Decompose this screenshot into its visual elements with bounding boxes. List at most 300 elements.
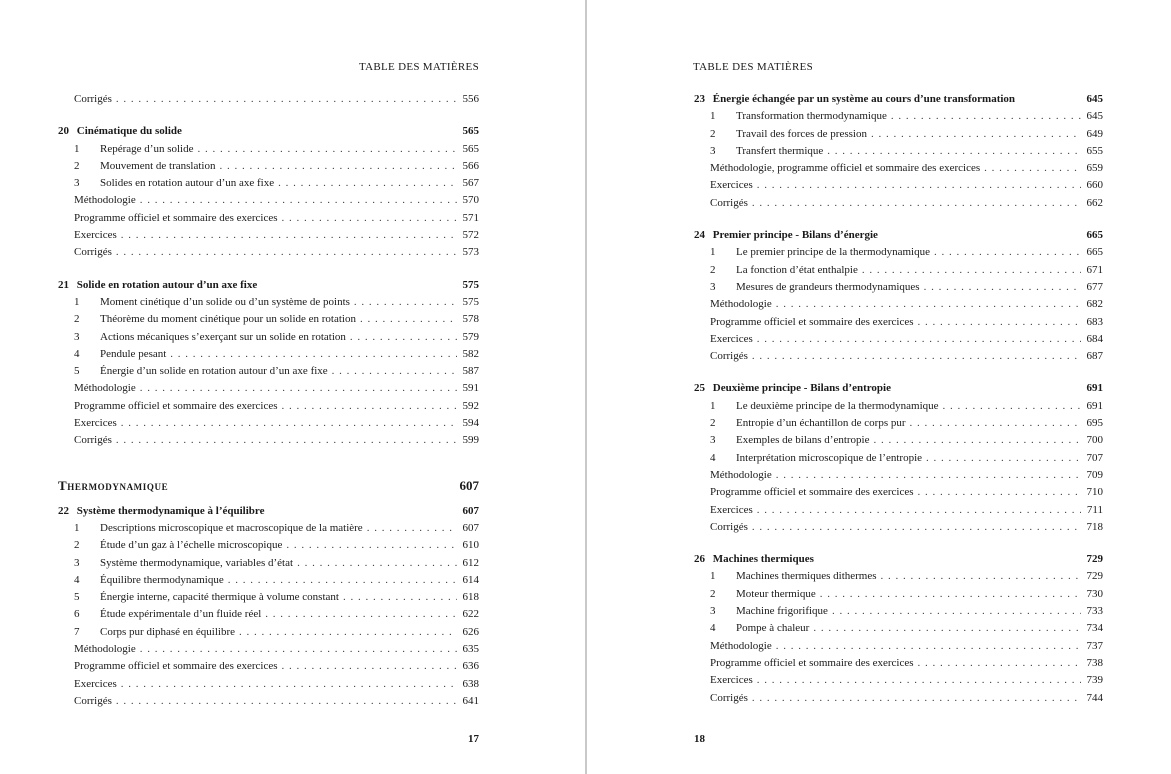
section-title: La fonction d’état enthalpie — [736, 263, 858, 276]
chapter-number: 20 — [58, 125, 69, 138]
chapter-page-number: 665 — [1086, 229, 1103, 242]
entry-page-number: 729 — [1086, 570, 1103, 583]
section-number: 3 — [710, 144, 716, 157]
toc-extra-row[interactable] — [58, 678, 479, 695]
section-number: 2 — [74, 159, 80, 172]
dot-leader — [757, 179, 1081, 191]
entry-page-number: 711 — [1086, 503, 1103, 516]
chapter-page-number: 575 — [462, 278, 479, 291]
entry-page-number: 612 — [462, 556, 479, 569]
chapter-number: 21 — [58, 278, 69, 291]
toc-extra-row[interactable] — [694, 657, 1103, 674]
section-title: Machines thermiques dithermes — [736, 570, 877, 583]
section-title: Moteur thermique — [736, 587, 816, 600]
entry-page-number: 645 — [1086, 110, 1103, 123]
section-number: 1 — [74, 142, 80, 155]
section-title: Pompe à chaleur — [736, 622, 810, 635]
dot-leader — [813, 622, 1081, 634]
dot-leader — [278, 177, 457, 189]
dot-leader — [943, 400, 1081, 412]
entry-label: Méthodologie — [710, 298, 772, 311]
entry-page-number: 662 — [1086, 196, 1103, 209]
section-number: 2 — [710, 587, 716, 600]
dot-leader — [297, 557, 457, 569]
dot-leader — [918, 657, 1081, 669]
dot-leader — [140, 194, 457, 206]
chapter-heading[interactable] — [58, 125, 479, 142]
toc-section-row[interactable] — [694, 264, 1103, 281]
dot-leader — [757, 674, 1081, 686]
dot-leader — [116, 434, 457, 446]
entry-label: Corrigés — [710, 196, 748, 209]
toc-section-row[interactable] — [58, 143, 479, 160]
dot-leader — [918, 486, 1081, 498]
toc-section-row[interactable] — [694, 281, 1103, 298]
dot-leader — [757, 504, 1081, 516]
entry-label: Exercices — [74, 417, 117, 430]
section-number: 2 — [710, 263, 716, 276]
toc-section-row[interactable] — [58, 331, 479, 348]
dot-leader — [116, 93, 457, 105]
entry-page-number: 739 — [1086, 674, 1103, 687]
toc-extra-row[interactable] — [58, 246, 479, 263]
entry-label: Programme officiel et sommaire des exercices — [710, 486, 914, 499]
entry-page-number: 587 — [462, 365, 479, 378]
entry-page-number: 710 — [1086, 486, 1103, 499]
dot-leader — [343, 591, 457, 603]
entry-label: Exercices — [74, 229, 117, 242]
entry-page-number: 579 — [462, 330, 479, 343]
page-number: 17 — [468, 733, 479, 745]
dot-leader — [918, 316, 1081, 328]
toc-extra-row[interactable] — [58, 434, 479, 451]
dot-leader — [354, 296, 457, 308]
section-number: 3 — [710, 605, 716, 618]
section-title: Machine frigorifique — [736, 605, 828, 618]
entry-page-number: 691 — [1086, 399, 1103, 412]
chapter-heading-left — [694, 229, 878, 241]
chapter-number: 23 — [694, 93, 705, 105]
toc-extra-row[interactable] — [58, 660, 479, 677]
entry-label: Programme officiel et sommaire des exercices — [74, 211, 278, 224]
entry-label: Méthodologie, programme officiel et sommaire des exercices — [710, 162, 981, 175]
entry-label: Corrigés — [710, 691, 748, 704]
toc-section-row[interactable] — [694, 246, 1103, 263]
entry-page-number: 733 — [1086, 605, 1103, 618]
toc-extra-row[interactable] — [58, 229, 479, 246]
toc-section-row[interactable] — [58, 591, 479, 608]
section-number: 5 — [74, 591, 80, 604]
dot-leader — [116, 695, 457, 707]
entry-label: Exercices — [74, 677, 117, 690]
left-page — [0, 0, 585, 774]
entry-page-number: 730 — [1086, 587, 1103, 600]
section-title: Solides en rotation autour d’un axe fixe — [100, 177, 275, 190]
toc-extra-row[interactable] — [58, 400, 479, 417]
entry-page-number: 659 — [1086, 162, 1103, 175]
page-number: 18 — [694, 733, 705, 745]
entry-page-number: 649 — [1086, 127, 1103, 140]
entry-page-number: 565 — [462, 142, 479, 155]
dot-leader — [121, 229, 457, 241]
chapter-heading[interactable] — [58, 505, 479, 522]
section-number: 1 — [710, 399, 716, 412]
entry-label: Méthodologie — [710, 468, 772, 481]
entry-page-number: 599 — [462, 434, 479, 447]
dot-leader — [874, 434, 1082, 446]
section-number: 4 — [710, 451, 716, 464]
chapter-title: Cinématique du solide — [76, 125, 182, 138]
running-head: TABLE DES MATIÈRES — [358, 61, 479, 73]
entry-page-number: 573 — [462, 246, 479, 259]
section-title: Actions mécaniques s’exerçant sur un solide en rotation — [100, 330, 346, 343]
section-number: 2 — [710, 127, 716, 140]
entry-page-number: 618 — [462, 591, 479, 604]
entry-label: Corrigés — [74, 93, 112, 105]
section-title: Énergie interne, capacité thermique à volume constant — [100, 591, 339, 604]
section-title: Étude d’un gaz à l’échelle microscopique — [100, 539, 283, 552]
toc-section-row[interactable] — [694, 434, 1103, 451]
section-number: 3 — [74, 556, 80, 569]
entry-label: Méthodologie — [74, 643, 136, 656]
chapter-number: 25 — [694, 382, 705, 395]
section-number: 3 — [710, 434, 716, 447]
section-number: 3 — [74, 330, 80, 343]
entry-label: Exercices — [710, 179, 753, 192]
chapter-heading[interactable] — [694, 553, 1103, 570]
toc-section-row[interactable] — [694, 452, 1103, 469]
toc-extra-row[interactable] — [694, 350, 1103, 367]
entry-label: Méthodologie — [74, 194, 136, 207]
dot-leader — [757, 333, 1081, 345]
toc-section-row[interactable] — [694, 417, 1103, 434]
toc-section-row[interactable] — [58, 608, 479, 625]
entry-page-number: 718 — [1086, 520, 1103, 533]
chapter-heading-left — [58, 125, 182, 137]
section-number: 1 — [74, 521, 80, 534]
toc-extra-row[interactable] — [694, 316, 1103, 333]
chapter-heading-left — [694, 553, 814, 565]
entry-page-number: 737 — [1086, 639, 1103, 652]
section-number: 1 — [710, 110, 716, 123]
entry-page-number: 677 — [1086, 280, 1103, 293]
part-heading[interactable] — [58, 478, 479, 498]
entry-label: Exercices — [710, 503, 753, 516]
toc-section-row[interactable] — [58, 160, 479, 177]
dot-leader — [282, 212, 457, 224]
section-number: 4 — [74, 347, 80, 360]
section-number: 2 — [74, 539, 80, 552]
dot-leader — [752, 521, 1081, 533]
dot-leader — [820, 588, 1081, 600]
entry-page-number: 636 — [462, 660, 479, 673]
dot-leader — [827, 145, 1081, 157]
dot-leader — [121, 678, 457, 690]
entry-page-number: 566 — [462, 159, 479, 172]
chapter-page-number: 729 — [1086, 553, 1103, 566]
toc-extra-row[interactable] — [58, 417, 479, 434]
section-title: Repérage d’un solide — [100, 142, 194, 155]
chapter-title: Machines thermiques — [712, 553, 814, 566]
dot-leader — [984, 162, 1081, 174]
table-of-contents-left — [58, 93, 479, 712]
dot-leader — [934, 246, 1081, 258]
entry-page-number: 610 — [462, 539, 479, 552]
toc-extra-row[interactable] — [694, 521, 1103, 538]
toc-section-row[interactable] — [58, 365, 479, 382]
entry-page-number: 671 — [1086, 263, 1103, 276]
dot-leader — [219, 160, 457, 172]
dot-leader — [282, 400, 457, 412]
entry-page-number: 614 — [462, 573, 479, 586]
chapter-heading-left — [694, 382, 891, 394]
toc-extra-row[interactable] — [58, 382, 479, 399]
section-number: 2 — [74, 313, 80, 326]
dot-leader — [891, 110, 1081, 122]
section-title: Le premier principe de la thermodynamique — [736, 246, 930, 259]
section-number: 3 — [710, 280, 716, 293]
entry-page-number: 682 — [1086, 298, 1103, 311]
toc-section-row[interactable] — [694, 110, 1103, 127]
dot-leader — [926, 452, 1081, 464]
toc-section-row[interactable] — [694, 605, 1103, 622]
part-page-number: 607 — [459, 477, 479, 493]
entry-page-number: 570 — [462, 194, 479, 207]
entry-page-number: 695 — [1086, 417, 1103, 430]
toc-section-row[interactable] — [58, 539, 479, 556]
chapter-number: 26 — [694, 553, 705, 566]
entry-page-number: 660 — [1086, 179, 1103, 192]
section-number: 1 — [74, 295, 80, 308]
section-title: Énergie d’un solide en rotation autour d’un axe fixe — [100, 365, 328, 378]
entry-page-number: 734 — [1086, 622, 1103, 635]
toc-extra-row[interactable] — [58, 695, 479, 712]
entry-label: Exercices — [710, 674, 753, 687]
entry-page-number: 622 — [462, 608, 479, 621]
entry-label: Corrigés — [710, 520, 748, 533]
chapter-number: 24 — [694, 229, 705, 242]
dot-leader — [332, 365, 457, 377]
toc-extra-row[interactable] — [58, 212, 479, 229]
dot-leader — [116, 246, 457, 258]
entry-label: Programme officiel et sommaire des exercices — [710, 315, 914, 328]
chapter-heading[interactable] — [694, 229, 1103, 246]
entry-page-number: 572 — [462, 229, 479, 242]
entry-label: Programme officiel et sommaire des exercices — [74, 399, 278, 412]
entry-label: Programme officiel et sommaire des exercices — [74, 660, 278, 673]
running-head: TABLE DES MATIÈRES — [693, 61, 814, 73]
entry-page-number: 738 — [1086, 656, 1103, 669]
chapter-page-number: 645 — [1086, 93, 1103, 105]
dot-leader — [752, 692, 1081, 704]
toc-section-row[interactable] — [58, 557, 479, 574]
dot-leader — [367, 522, 457, 534]
section-title: Équilibre thermodynamique — [100, 573, 224, 586]
dot-leader — [197, 143, 457, 155]
entry-label: Corrigés — [74, 694, 112, 707]
chapter-number: 22 — [58, 504, 69, 517]
toc-extra-row[interactable] — [58, 194, 479, 211]
dot-leader — [170, 348, 457, 360]
entry-page-number: 744 — [1086, 691, 1103, 704]
section-title: Le deuxième principe de la thermodynamique — [736, 399, 939, 412]
toc-extra-row[interactable] — [694, 674, 1103, 691]
section-title: Étude expérimentale d’un fluide réel — [100, 608, 262, 621]
entry-page-number: 655 — [1086, 144, 1103, 157]
dot-leader — [282, 660, 457, 672]
entry-page-number: 700 — [1086, 434, 1103, 447]
toc-section-row[interactable] — [694, 570, 1103, 587]
section-title: Exemples de bilans d’entropie — [736, 434, 870, 447]
section-number: 2 — [710, 417, 716, 430]
chapter-heading-left — [694, 93, 1015, 105]
dot-leader — [862, 264, 1081, 276]
toc-extra-row[interactable] — [694, 197, 1103, 214]
chapter-page-number: 607 — [462, 504, 479, 517]
chapter-heading-left — [58, 279, 257, 291]
dot-leader — [776, 298, 1081, 310]
entry-page-number: 687 — [1086, 350, 1103, 363]
entry-page-number: 594 — [462, 417, 479, 430]
entry-page-number: 626 — [462, 625, 479, 638]
section-number: 1 — [710, 570, 716, 583]
toc-section-row[interactable] — [694, 145, 1103, 162]
toc-section-row[interactable] — [58, 348, 479, 365]
section-title: Pendule pesant — [100, 347, 167, 360]
toc-section-row[interactable] — [694, 622, 1103, 639]
dot-leader — [140, 382, 457, 394]
entry-label: Méthodologie — [710, 639, 772, 652]
dot-leader — [752, 350, 1081, 362]
toc-extra-row[interactable] — [694, 640, 1103, 657]
toc-extra-row[interactable] — [694, 504, 1103, 521]
chapter-title: Premier principe - Bilans d’énergie — [712, 229, 878, 242]
chapter-page-number: 691 — [1086, 382, 1103, 395]
dot-leader — [360, 313, 457, 325]
entry-page-number: 578 — [462, 313, 479, 326]
dot-leader — [881, 570, 1081, 582]
dot-leader — [776, 469, 1081, 481]
toc-section-row[interactable] — [694, 588, 1103, 605]
section-number: 4 — [74, 573, 80, 586]
section-number: 7 — [74, 625, 80, 638]
dot-leader — [121, 417, 457, 429]
entry-page-number: 575 — [462, 295, 479, 308]
dot-leader — [350, 331, 457, 343]
toc-section-row[interactable] — [58, 574, 479, 591]
chapter-heading[interactable] — [58, 279, 479, 296]
toc-section-row[interactable] — [694, 400, 1103, 417]
entry-page-number: 683 — [1086, 315, 1103, 328]
chapter-heading-left — [58, 505, 264, 517]
chapter-title: Énergie échangée par un système au cours d’une transformation — [712, 93, 1016, 105]
section-title: Entropie d’un échantillon de corps pur — [736, 417, 906, 430]
entry-label: Programme officiel et sommaire des exercices — [710, 656, 914, 669]
toc-section-row[interactable] — [58, 296, 479, 313]
section-title: Corps pur diphasé en équilibre — [100, 625, 236, 638]
dot-leader — [871, 128, 1081, 140]
section-title: Système thermodynamique, variables d’état — [100, 556, 294, 569]
section-number: 4 — [710, 622, 716, 635]
dot-leader — [910, 417, 1081, 429]
entry-page-number: 641 — [462, 694, 479, 707]
entry-page-number: 638 — [462, 677, 479, 690]
dot-leader — [776, 640, 1081, 652]
toc-section-row[interactable] — [58, 177, 479, 194]
toc-extra-row[interactable] — [694, 333, 1103, 350]
toc-extra-row[interactable] — [58, 93, 479, 110]
toc-section-row[interactable] — [694, 128, 1103, 145]
entry-label: Corrigés — [74, 434, 112, 447]
entry-page-number: 707 — [1086, 451, 1103, 464]
entry-page-number: 567 — [462, 177, 479, 190]
section-title: Descriptions microscopique et macroscopique de la matière — [100, 521, 363, 534]
toc-section-row[interactable] — [58, 626, 479, 643]
entry-page-number: 582 — [462, 347, 479, 360]
toc-section-row[interactable] — [58, 522, 479, 539]
chapter-title: Solide en rotation autour d’un axe fixe — [76, 278, 258, 291]
section-title: Mouvement de translation — [100, 159, 216, 172]
section-title: Théorème du moment cinétique pour un solide en rotation — [100, 313, 356, 326]
chapter-title: Système thermodynamique à l’équilibre — [76, 504, 265, 517]
dot-leader — [228, 574, 457, 586]
section-title: Transformation thermodynamique — [736, 110, 887, 123]
dot-leader — [140, 643, 457, 655]
toc-extra-row[interactable] — [58, 643, 479, 660]
section-number: 1 — [710, 246, 716, 259]
toc-section-row[interactable] — [58, 313, 479, 330]
toc-extra-row[interactable] — [694, 486, 1103, 503]
dot-leader — [924, 281, 1081, 293]
dot-leader — [832, 605, 1081, 617]
entry-page-number: 709 — [1086, 468, 1103, 481]
section-title: Interprétation microscopique de l’entropie — [736, 451, 923, 464]
chapter-title: Deuxième principe - Bilans d’entropie — [712, 382, 891, 395]
entry-page-number: 592 — [462, 399, 479, 412]
dot-leader — [752, 197, 1081, 209]
section-title: Moment cinétique d’un solide ou d’un système de points — [100, 295, 350, 308]
section-title: Mesures de grandeurs thermodynamiques — [736, 280, 920, 293]
toc-extra-row[interactable] — [694, 162, 1103, 179]
entry-page-number: 571 — [462, 211, 479, 224]
toc-extra-row[interactable] — [694, 469, 1103, 486]
section-number: 6 — [74, 608, 80, 621]
toc-extra-row[interactable] — [694, 692, 1103, 709]
section-number: 5 — [74, 365, 80, 378]
dot-leader — [265, 608, 457, 620]
entry-label: Exercices — [710, 332, 753, 345]
toc-extra-row[interactable] — [694, 179, 1103, 196]
entry-label: Méthodologie — [74, 382, 136, 395]
section-title: Transfert thermique — [736, 144, 824, 157]
entry-page-number: 684 — [1086, 332, 1103, 345]
right-page — [587, 0, 1171, 774]
chapter-heading[interactable] — [694, 382, 1103, 399]
dot-leader — [286, 539, 457, 551]
entry-page-number: 665 — [1086, 246, 1103, 259]
entry-page-number: 635 — [462, 643, 479, 656]
chapter-heading[interactable] — [694, 93, 1103, 110]
section-title: Travail des forces de pression — [736, 127, 867, 140]
entry-page-number: 607 — [462, 521, 479, 534]
table-of-contents-right — [694, 93, 1103, 709]
dot-leader — [239, 626, 457, 638]
entry-page-number: 556 — [462, 93, 479, 105]
section-number: 3 — [74, 177, 80, 190]
entry-label: Corrigés — [710, 350, 748, 363]
toc-extra-row[interactable] — [694, 298, 1103, 315]
part-title: Thermodynamique — [58, 477, 169, 493]
